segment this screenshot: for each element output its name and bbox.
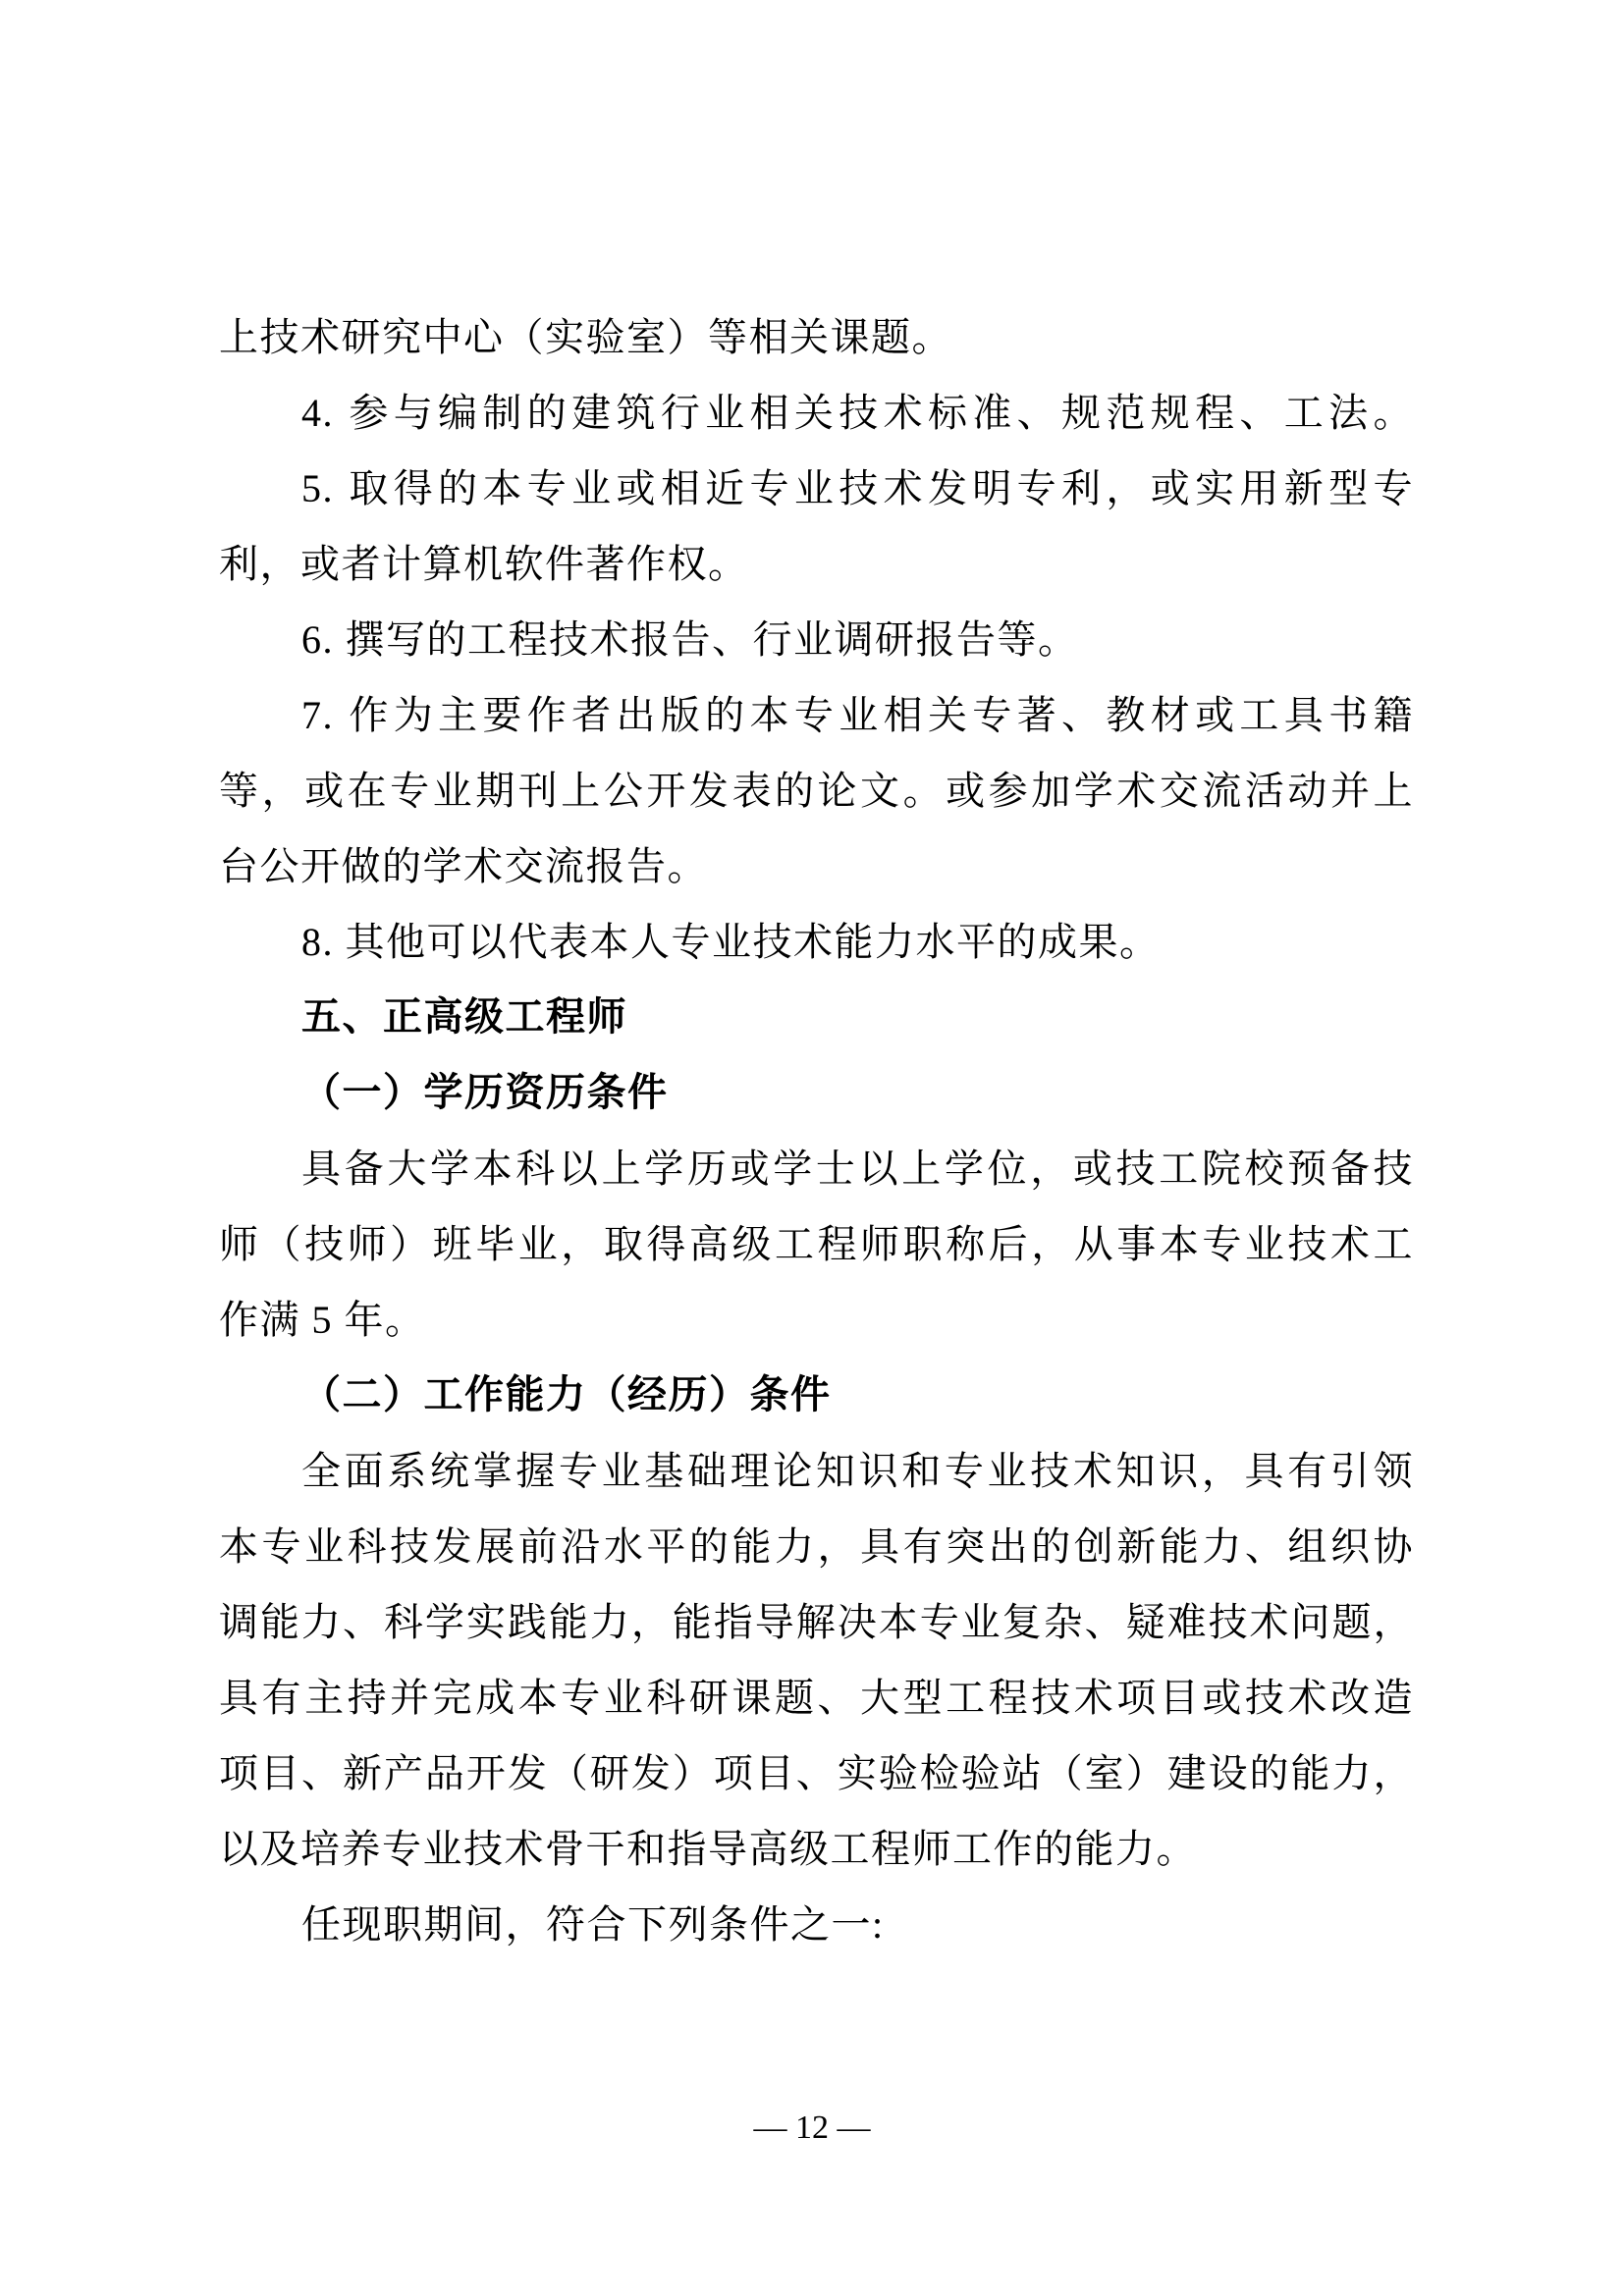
text-line: 台公开做的学术交流报告。 bbox=[219, 844, 708, 888]
text-line: 具有主持并完成本专业科研课题、大型工程技术项目或技术改造 bbox=[219, 1676, 1414, 1720]
text-line: 上技术研究中心（实验室）等相关课题。 bbox=[219, 315, 952, 359]
section-heading: （二）工作能力（经历）条件 bbox=[301, 1373, 832, 1416]
text-line: 调能力、科学实践能力，能指导解决本专业复杂、疑难技术问题， bbox=[219, 1600, 1414, 1644]
page-number: — 12 — bbox=[753, 2109, 871, 2146]
section-heading: （一）学历资历条件 bbox=[301, 1071, 669, 1114]
text-line: 师（技师）班毕业，取得高级工程师职称后，从事本专业技术工 bbox=[219, 1222, 1414, 1266]
text-line: 全面系统掌握专业基础理论知识和专业技术知识，具有引领 bbox=[301, 1449, 1414, 1493]
text-line: 任现职期间，符合下列条件之一: bbox=[301, 1902, 885, 1947]
text-line: 8. 其他可以代表本人专业技术能力水平的成果。 bbox=[301, 920, 1161, 964]
text-line: 利，或者计算机软件著作权。 bbox=[219, 542, 749, 586]
text-line: 5. 取得的本专业或相近专业技术发明专利，或实用新型专 bbox=[301, 466, 1414, 510]
text-line: 4. 参与编制的建筑行业相关技术标准、规范规程、工法。 bbox=[301, 391, 1414, 435]
text-line: 以及培养专业技术骨干和指导高级工程师工作的能力。 bbox=[219, 1827, 1197, 1871]
text-line: 作满 5 年。 bbox=[219, 1298, 426, 1342]
text-line: 6. 撰写的工程技术报告、行业调研报告等。 bbox=[301, 617, 1079, 662]
text-line: 项目、新产品开发（研发）项目、实验检验站（室）建设的能力， bbox=[219, 1751, 1414, 1795]
text-line: 本专业科技发展前沿水平的能力，具有突出的创新能力、组织协 bbox=[219, 1524, 1414, 1569]
text-line: 具备大学本科以上学历或学士以上学位，或技工院校预备技 bbox=[301, 1147, 1414, 1191]
text-line: 7. 作为主要作者出版的本专业相关专著、教材或工具书籍 bbox=[301, 693, 1414, 737]
text-block bbox=[219, 299, 1414, 1962]
text-line: 等，或在专业期刊上公开发表的论文。或参加学术交流活动并上 bbox=[219, 769, 1414, 813]
section-heading: 五、正高级工程师 bbox=[301, 995, 627, 1039]
